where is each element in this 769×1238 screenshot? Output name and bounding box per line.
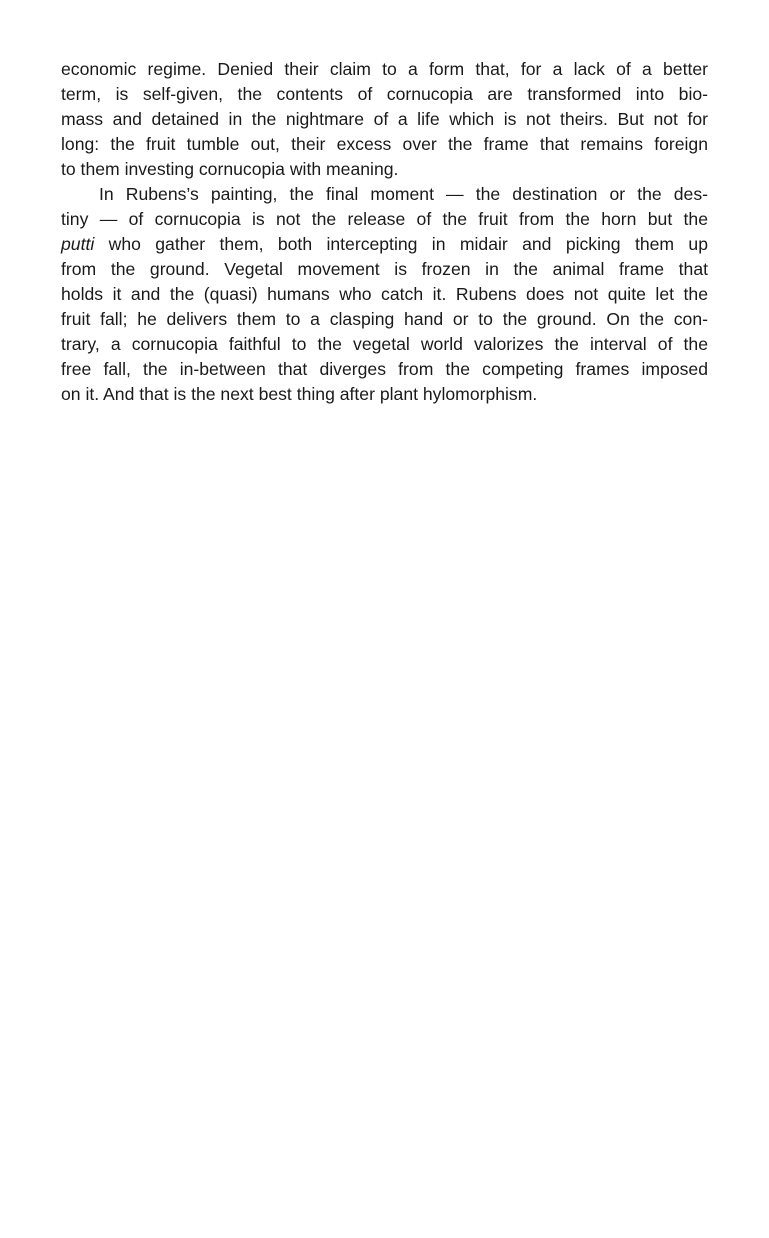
text-line: to them investing cornucopia with meaning. [61,159,399,179]
italic-term: putti [61,234,95,254]
text-line: term, is self-given, the contents of cornucopia are transformed into bio- [61,84,708,104]
text-line: holds it and the (quasi) humans who catch it. Rubens does not quite let the [61,284,708,304]
text-line: fruit fall; he delivers them to a clasping hand or to the ground. On the con- [61,309,708,329]
text-line: long: the fruit tumble out, their excess over the frame that remains foreign [61,134,708,154]
text-line: trary, a cornucopia faithful to the vegetal world valorizes the interval of the [61,334,708,354]
text-line: mass and detained in the nightmare of a life which is not theirs. But not for [61,109,708,129]
text-line: tiny — of cornucopia is not the release of the fruit from the horn but the [61,209,708,229]
text-line: economic regime. Denied their claim to a form that, for a lack of a better [61,59,708,79]
text-line: from the ground. Vegetal movement is frozen in the animal frame that [61,259,708,279]
text-line: free fall, the in-between that diverges from the competing frames imposed [61,359,708,379]
text-line: on it. And that is the next best thing after plant hylomorphism. [61,384,538,404]
text-line [61,232,708,257]
page-body [61,57,708,407]
text-line: In Rubens’s painting, the final moment — the destination or the des- [99,184,708,204]
text-segment: who gather them, both intercepting in midair and picking them up [94,234,708,254]
paragraph [61,182,708,407]
paragraph [61,57,708,182]
